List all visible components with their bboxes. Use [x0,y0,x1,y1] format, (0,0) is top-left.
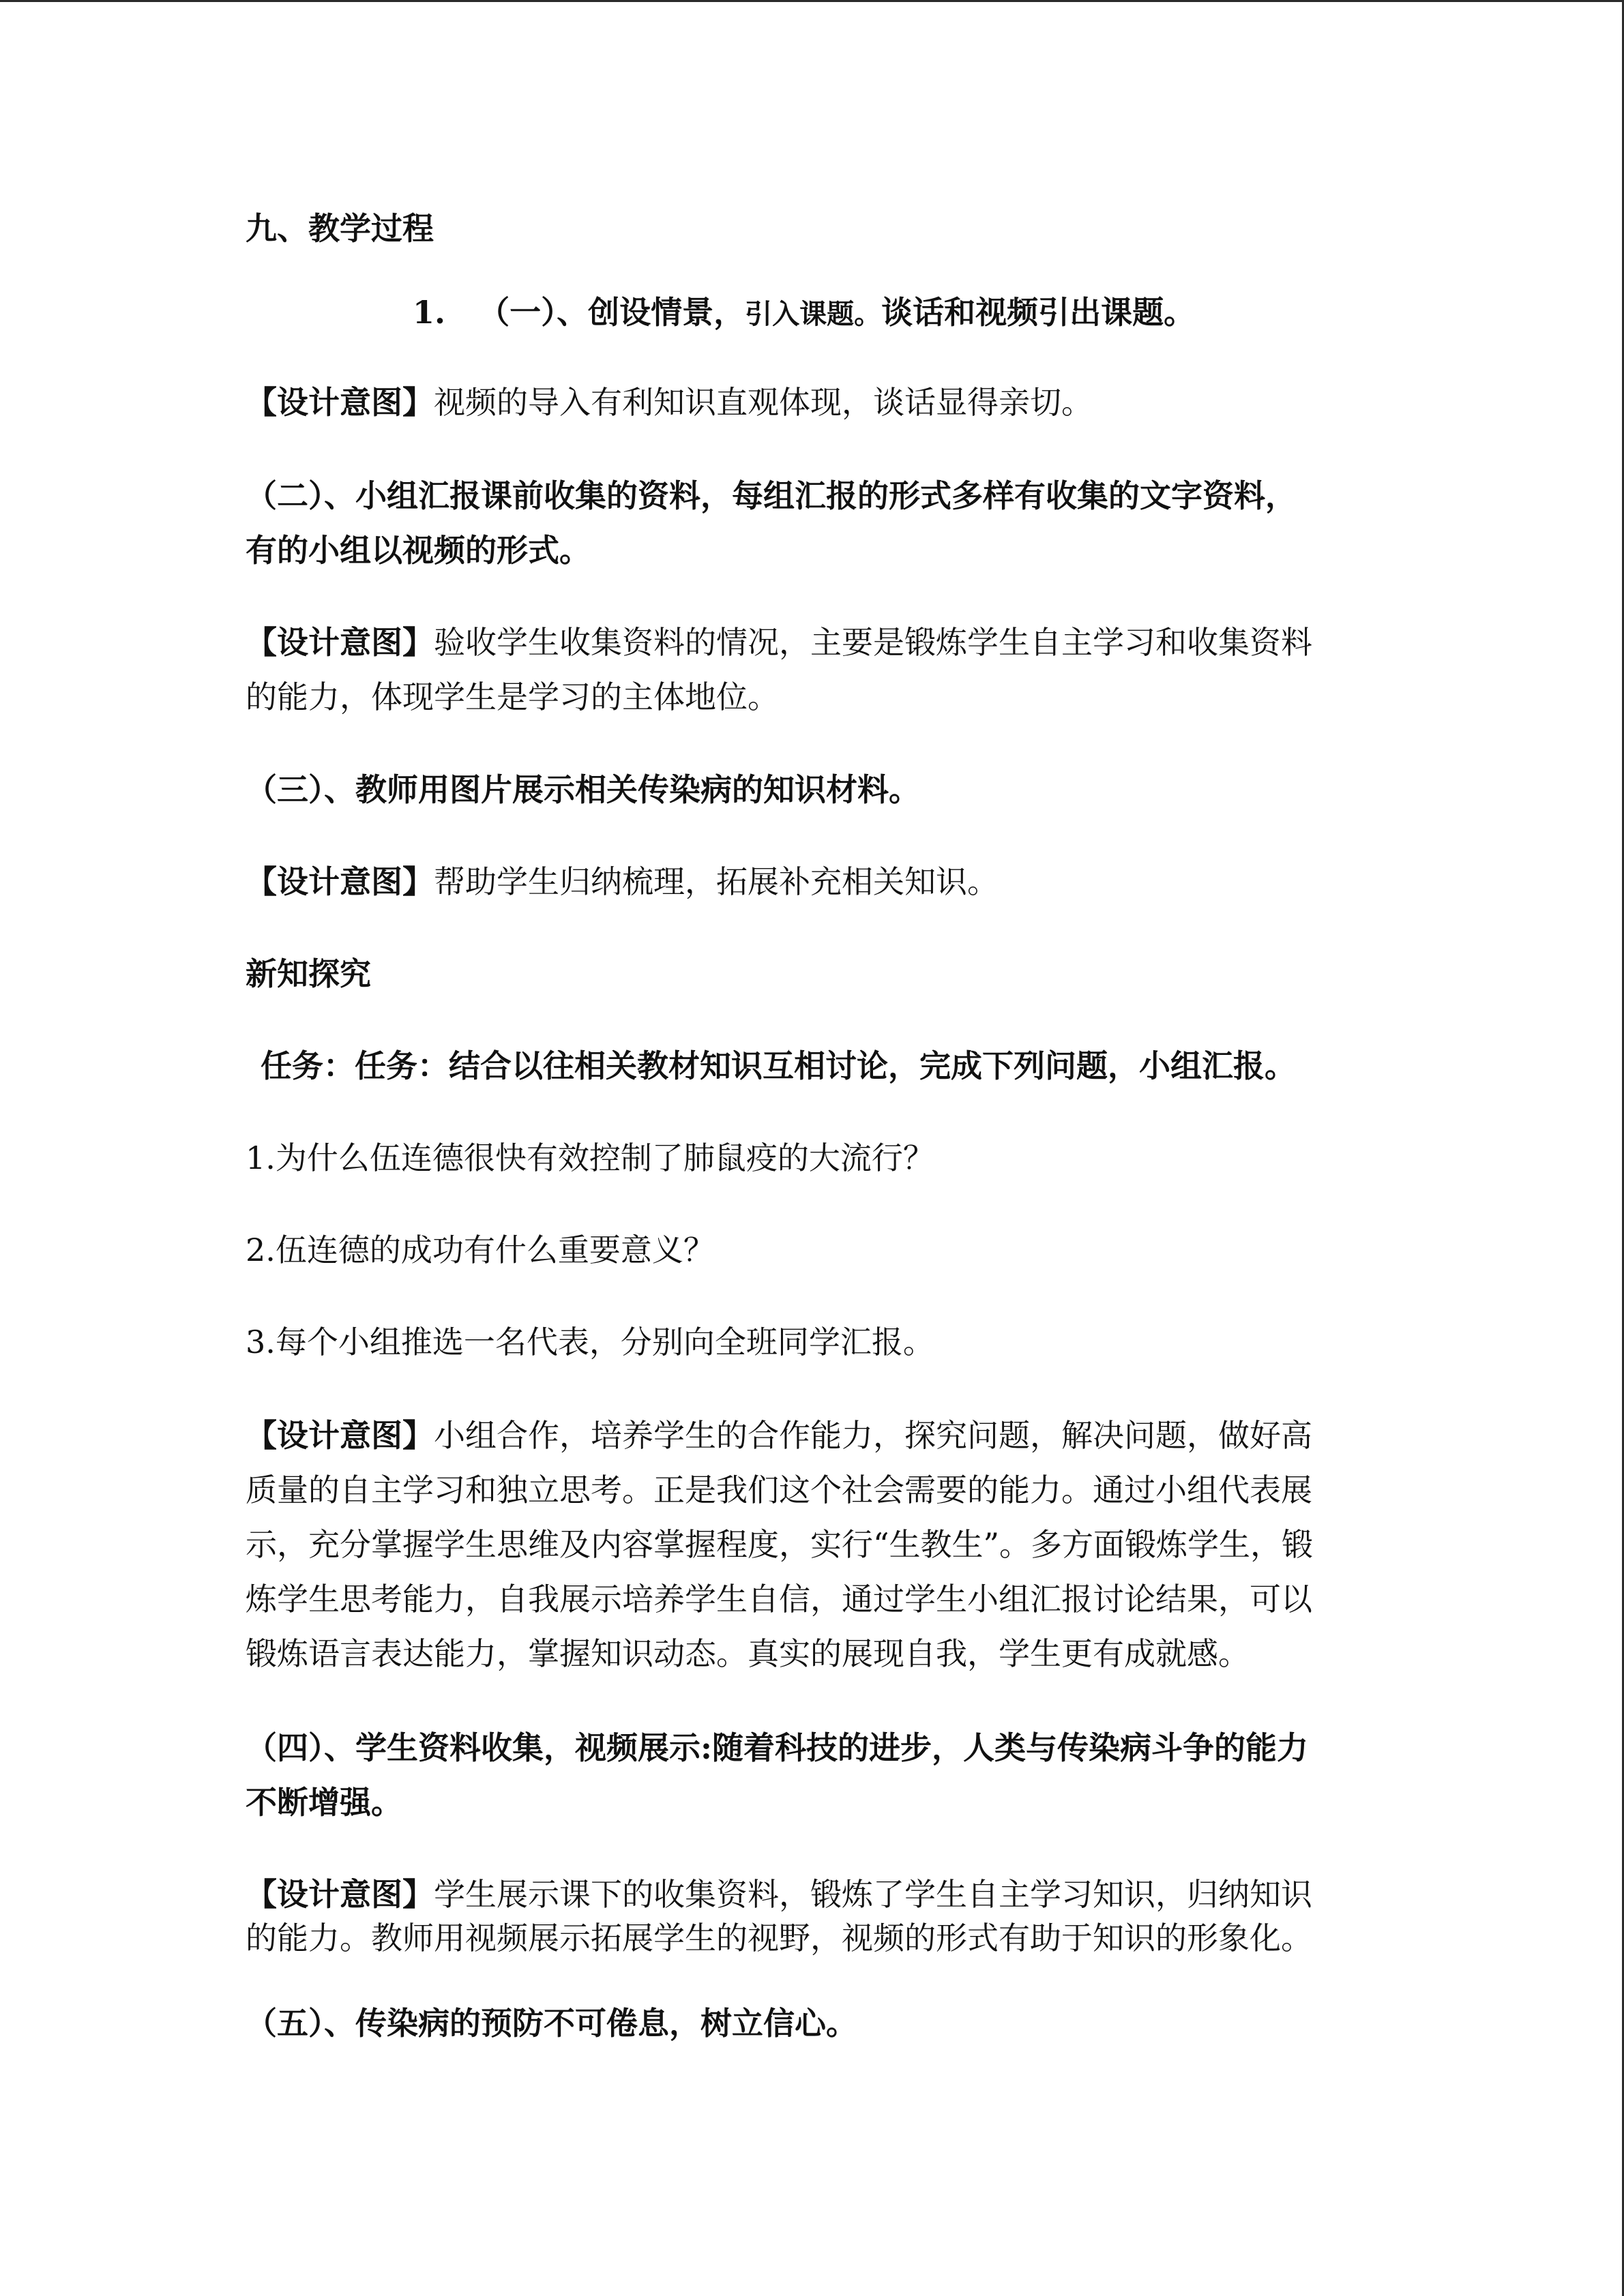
step-1-part-a: （一）、创设情景， [478,294,745,331]
step-2-heading-line1: （二）、小组汇报课前收集的资料，每组汇报的形式多样有收集的文字资料， [246,477,1297,514]
question-1: 1.为什么伍连德很快有效控制了肺鼠疫的大流行？ [246,1139,934,1176]
step-4-heading-line1: （四）、学生资料收集，视频展示:随着科技的进步，人类与传染病斗争的能力 [246,1729,1308,1766]
design-intent-label: 【设计意图】 [246,624,434,661]
step-1-part-c: 谈话和视频引出课题。 [881,294,1196,331]
design-intent-4-line4: 炼学生思考能力，自我展示培养学生自信，通过学生小组汇报讨论结果，可以 [246,1581,1312,1617]
design-intent-2-line2: 的能力，体现学生是学习的主体地位。 [246,679,779,715]
design-intent-4-line2: 质量的自主学习和独立思考。正是我们这个社会需要的能力。通过小组代表展 [246,1472,1312,1508]
design-intent-label: 【设计意图】 [246,863,434,900]
design-intent-4-line5: 锻炼语言表达能力，掌握知识动态。真实的展现自我，学生更有成就感。 [246,1635,1250,1672]
design-intent-4-line1 [246,1408,1391,1463]
design-intent-text: 验收学生收集资料的情况，主要是锻炼学生自主学习和收集资料 [434,624,1312,661]
design-intent-text: 小组合作，培养学生的合作能力，探究问题，解决问题，做好高 [434,1417,1312,1454]
design-intent-text: 视频的导入有利知识直观体现，谈话显得亲切。 [434,384,1093,421]
design-intent-text: 学生展示课下的收集资料，锻炼了学生自主学习知识，归纳知识 [434,1876,1312,1913]
step-3-heading: （三）、教师用图片展示相关传染病的知识材料。 [246,771,920,808]
question-3: 3.每个小组推选一名代表，分别向全班同学汇报。 [246,1324,934,1360]
design-intent-5-line2: 的能力。教师用视频展示拓展学生的视野，视频的形式有助于知识的形象化。 [246,1920,1312,1956]
step-1-number: 1. [413,294,446,331]
task-heading: 任务：任务：结合以往相关教材知识互相讨论，完成下列问题，小组汇报。 [261,1047,1296,1084]
design-intent-5-line1 [246,1873,1391,1916]
design-intent-label: 【设计意图】 [246,1417,434,1454]
step-5-heading: （五）、传染病的预防不可倦息，树立信心。 [246,2005,857,2042]
design-intent-1 [246,375,1391,430]
design-intent-3 [246,854,1391,909]
page-top-border [0,0,1624,2]
step-1-part-b: 引入课题。 [745,298,882,330]
step-4-heading-line2: 不断增强。 [246,1784,402,1821]
step-1-heading [246,285,1559,342]
design-intent-label: 【设计意图】 [246,1876,434,1913]
design-intent-text: 帮助学生归纳梳理，拓展补充相关知识。 [434,863,999,900]
design-intent-4-line3: 示，充分掌握学生思维及内容掌握程度，实行“生教生”。多方面锻炼学生，锻 [246,1526,1314,1563]
design-intent-2-line1 [246,615,1391,670]
new-knowledge-heading: 新知探究 [246,955,371,992]
section-title: 九、教学过程 [246,210,434,247]
design-intent-label: 【设计意图】 [246,384,434,421]
question-2: 2.伍连德的成功有什么重要意义？ [246,1232,715,1268]
step-2-heading-line2: 有的小组以视频的形式。 [246,532,591,569]
